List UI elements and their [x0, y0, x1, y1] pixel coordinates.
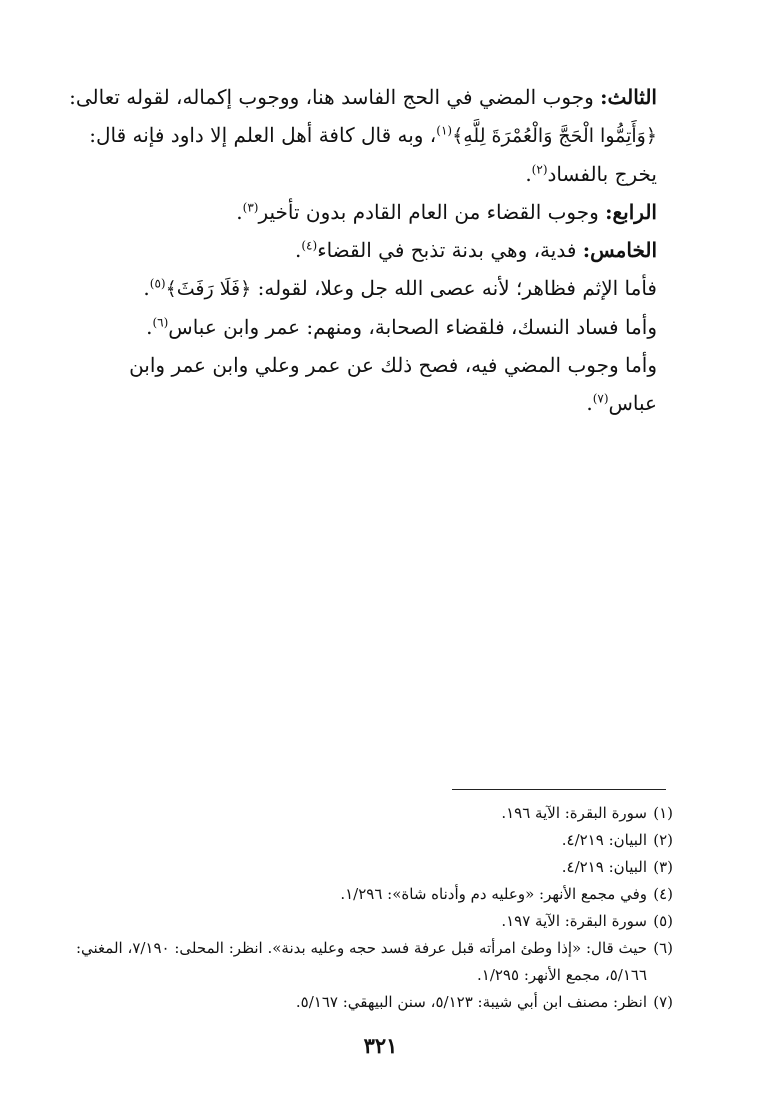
lead-word: الثالث: — [600, 85, 657, 109]
footnote-separator — [452, 789, 666, 790]
paragraph-text-cont: ، وبه قال كافة أهل العلم إلا داود فإنه قال: يخرج بالفساد — [89, 123, 657, 186]
footnote-number: (٧) — [653, 993, 673, 1011]
paragraph-text: فدية، وهي بدنة تذبح في القضاء — [317, 238, 577, 262]
footnote — [62, 881, 673, 908]
footnote-number: (٣) — [653, 858, 673, 876]
page-number: ٣٢١ — [363, 1033, 398, 1058]
footnote-ref: (٥) — [149, 276, 166, 291]
paragraph-end: . — [236, 200, 243, 224]
paragraph-end: . — [143, 276, 150, 300]
paragraph-fifth — [62, 231, 675, 269]
footnote — [62, 827, 673, 854]
paragraph-third — [62, 78, 675, 193]
quran-verse: ﴿وَأَتِمُّوا الْحَجَّ وَالْعُمْرَةَ لِلَّهِ﴾ — [452, 125, 657, 147]
footnote-text: سورة البقرة: الآية ١٩٧. — [501, 912, 647, 930]
paragraph-sin — [62, 269, 675, 308]
footnote-ref: (١) — [436, 123, 453, 138]
footnote-text: البيان: ٤/٢١٩. — [561, 858, 647, 876]
footnote-number: (٥) — [653, 912, 673, 930]
footnote-number: (٦) — [653, 939, 673, 957]
quran-verse: ﴿فَلَا رَفَثَ﴾ — [165, 278, 252, 300]
footnote-text: حيث قال: «إذا وطئ امرأته قبل عرفة فسد حجه وعليه بدنة». انظر: المحلى: ٧/١٩٠، المغني: ٥/١٦٦، مجمع الأنهر: ١/٢٩٥. — [75, 939, 647, 984]
footnote-ref: (٧) — [592, 391, 609, 406]
paragraph-end: . — [295, 238, 302, 262]
footnotes-list — [62, 800, 673, 1016]
footnote-text: انظر: مصنف ابن أبي شيبة: ٥/١٢٣، سنن البيهقي: ٥/١٦٧. — [295, 993, 647, 1011]
paragraph-fourth — [62, 193, 675, 231]
lead-word: الخامس: — [582, 238, 657, 262]
footnote — [62, 935, 673, 989]
paragraph-text: فأما الإثم فظاهر؛ لأنه عصى الله جل وعلا، لقوله: — [251, 276, 657, 300]
footnote-ref: (٦) — [152, 315, 169, 330]
main-text — [62, 78, 675, 422]
footnote-ref: (٤) — [301, 238, 318, 253]
paragraph-end: . — [146, 315, 153, 339]
paragraph-corruption — [62, 308, 675, 346]
lead-word: الرابع: — [605, 200, 657, 224]
footnote — [62, 800, 673, 827]
footnote-number: (١) — [653, 804, 673, 822]
footnote — [62, 989, 673, 1016]
footnote-text: وفي مجمع الأنهر: «وعليه دم وأدناه شاة»: ١/٢٩٦. — [340, 885, 647, 903]
paragraph-text: وأما وجوب المضي فيه، فصح ذلك عن عمر وعلي وابن عمر وابن عباس — [129, 353, 657, 415]
paragraph-text: وأما فساد النسك، فلقضاء الصحابة، ومنهم: عمر وابن عباس — [168, 315, 657, 339]
footnote-number: (٤) — [653, 885, 673, 903]
footnote-ref: (٢) — [531, 162, 548, 177]
footnote-text: البيان: ٤/٢١٩. — [561, 831, 647, 849]
paragraph-text: وجوب المضي في الحج الفاسد هنا، ووجوب إكماله، لقوله تعالى: — [69, 85, 594, 109]
footnote-ref: (٣) — [242, 200, 259, 215]
paragraph-end: . — [586, 391, 593, 415]
paragraph-end: . — [525, 162, 532, 186]
footnote-text: سورة البقرة: الآية ١٩٦. — [501, 804, 647, 822]
footnote — [62, 854, 673, 881]
paragraph-text: وجوب القضاء من العام القادم بدون تأخير — [258, 200, 599, 224]
footnote — [62, 908, 673, 935]
paragraph-continuation — [62, 346, 675, 422]
footnote-number: (٢) — [653, 831, 673, 849]
